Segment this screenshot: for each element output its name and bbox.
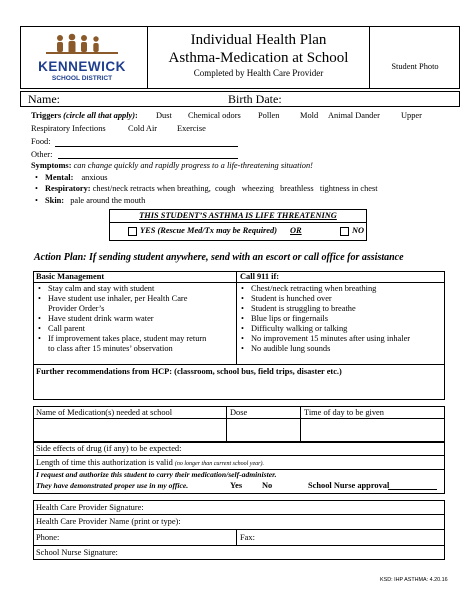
basic-item: • Have student drink warm water bbox=[38, 314, 154, 323]
symptoms-label: Symptoms bbox=[31, 161, 69, 170]
further-recommendations-label: Further recommendations from HCP: (classroom, school bus, field trips, disaster etc.) bbox=[36, 367, 342, 376]
basic-item: • Have student use inhaler, per Health Care bbox=[38, 294, 188, 303]
call-911-item: • Student is struggling to breathe bbox=[241, 304, 356, 313]
symptoms-line: Symptoms: can change quickly and rapidly progress to a life-threatening situation! bbox=[31, 161, 313, 170]
logo-sub: SCHOOL DISTRICT bbox=[51, 75, 113, 82]
call-911-header: Call 911 if: bbox=[240, 272, 280, 281]
symptom-skin: • Skin: pale around the mouth bbox=[35, 196, 146, 205]
length-label: Length of time this authorization is valid bbox=[36, 458, 173, 467]
basic-item: • If improvement takes place, student may return bbox=[38, 334, 207, 343]
title-line-1: Individual Health Plan bbox=[190, 32, 327, 48]
food-label: Food: bbox=[31, 137, 51, 146]
call-911-item: • Difficulty walking or talking bbox=[241, 324, 348, 333]
symptom-respiratory: • Respiratory: chest/neck retracts when breathing, cough wheezing breathless tightness in chest bbox=[35, 184, 378, 193]
request-line-1: I request and authorize this student to carry their medication/self-administer. bbox=[36, 470, 277, 479]
call-911-list bbox=[241, 284, 410, 354]
life-threatening-divider bbox=[109, 222, 367, 223]
no-label: NO bbox=[352, 226, 365, 235]
trigger-dust[interactable]: Dust bbox=[156, 111, 172, 120]
trigger-exercise[interactable]: Exercise bbox=[177, 124, 206, 133]
trigger-upper[interactable]: Upper bbox=[401, 111, 422, 120]
length-line bbox=[36, 458, 264, 469]
call-911-item: • Blue lips or fingernails bbox=[241, 314, 328, 323]
trigger-pollen[interactable]: Pollen bbox=[258, 111, 280, 120]
triggers-colon: : bbox=[135, 111, 138, 120]
medication-name-header: Name of Medication(s) needed at school bbox=[36, 408, 173, 417]
district-logo bbox=[32, 33, 132, 81]
title-subtitle: Completed by Health Care Provider bbox=[193, 68, 324, 78]
title-line-2: Asthma-Medication at School bbox=[168, 50, 349, 66]
symptoms-note: can change quickly and rapidly progress to a life-threatening situation! bbox=[73, 161, 313, 170]
request-line-2: They have demonstrated proper use in my office. bbox=[36, 481, 189, 490]
hcp-line-1 bbox=[33, 514, 445, 515]
basic-management-list bbox=[38, 284, 206, 354]
phone-fax-divider bbox=[236, 529, 237, 545]
symptom-mental-label: Mental: bbox=[45, 173, 74, 182]
yes-label: YES (Rescue Med/Tx may be Required) bbox=[140, 226, 278, 235]
symptom-mental-text: anxious bbox=[81, 173, 108, 182]
school-nurse-approval-field[interactable] bbox=[388, 489, 437, 490]
hcp-name-label[interactable]: Health Care Provider Name (print or type): bbox=[36, 517, 181, 526]
medication-time-header: Time of day to be given bbox=[304, 408, 384, 417]
med-col-divider-1 bbox=[226, 406, 227, 442]
basic-item: • Stay calm and stay with student bbox=[38, 284, 155, 293]
trigger-respiratory-infections[interactable]: Respiratory Infections bbox=[31, 124, 106, 133]
hcp-line-2 bbox=[33, 529, 445, 530]
call-911-item: • Student is hunched over bbox=[241, 294, 332, 303]
no-checkbox[interactable] bbox=[340, 227, 349, 236]
hcp-line-3 bbox=[33, 545, 445, 546]
management-header-line bbox=[33, 282, 445, 283]
life-threatening-title: THIS STUDENT’S ASTHMA IS LIFE THREATENING bbox=[139, 211, 337, 220]
call-911-item: • No audible lung sounds bbox=[241, 344, 331, 353]
med-header-line bbox=[33, 418, 445, 419]
med-col-divider-2 bbox=[300, 406, 301, 442]
triggers-label: Triggers bbox=[31, 111, 62, 120]
basic-item-cont: Provider Order’s bbox=[48, 304, 105, 313]
call-911-item: • No improvement 15 minutes after using inhaler bbox=[241, 334, 411, 343]
triggers-hint: (circle all that apply) bbox=[63, 111, 136, 120]
or-label: OR bbox=[290, 226, 302, 235]
basic-management-header: Basic Management bbox=[36, 272, 105, 281]
food-field[interactable] bbox=[55, 146, 238, 147]
footer-code: KSD: IHP ASTHMA: 4.20.16 bbox=[380, 577, 448, 583]
birth-date-label[interactable]: Birth Date: bbox=[228, 92, 282, 106]
trigger-animal-dander[interactable]: Animal Dander bbox=[328, 111, 380, 120]
school-nurse-signature-label[interactable]: School Nurse Signature: bbox=[36, 548, 118, 557]
side-effects-label: Side effects of drug (if any) to be expected: bbox=[36, 444, 182, 453]
logo-name: KENNEWICK bbox=[38, 59, 126, 74]
medication-dose-header: Dose bbox=[230, 408, 248, 417]
trigger-mold[interactable]: Mold bbox=[300, 111, 319, 120]
symptom-mental: • Mental: anxious bbox=[35, 173, 108, 182]
triggers-line bbox=[31, 111, 138, 121]
other-label: Other: bbox=[31, 150, 53, 159]
header-divider-right bbox=[369, 26, 370, 89]
hcp-signature-label[interactable]: Health Care Provider Signature: bbox=[36, 503, 144, 512]
request-yes[interactable]: Yes bbox=[230, 481, 243, 490]
phone-label[interactable]: Phone: bbox=[36, 533, 60, 542]
symptom-skin-text: pale around the mouth bbox=[70, 196, 146, 205]
length-note: (no longer than current school year). bbox=[174, 461, 264, 467]
call-911-item: • Chest/neck retracting when breathing bbox=[241, 284, 377, 293]
other-field[interactable] bbox=[58, 158, 238, 159]
student-photo-label: Student Photo bbox=[391, 62, 439, 71]
logo-people-icon bbox=[32, 33, 132, 55]
yes-checkbox[interactable] bbox=[128, 227, 137, 236]
management-divider bbox=[236, 271, 237, 365]
fax-label[interactable]: Fax: bbox=[240, 533, 255, 542]
action-plan: Action Plan: If sending student anywhere, send with an escort or call office for assistance bbox=[34, 252, 404, 263]
trigger-cold-air[interactable]: Cold Air bbox=[128, 124, 158, 133]
symptom-skin-label: Skin: bbox=[45, 196, 65, 205]
request-no[interactable]: No bbox=[262, 481, 273, 490]
trigger-chemical-odors[interactable]: Chemical odors bbox=[188, 111, 241, 120]
symptom-respiratory-text: chest/neck retracts when breathing, cough wheezing breathless tightness in chest bbox=[92, 184, 378, 193]
basic-item: • Call parent bbox=[38, 324, 85, 333]
school-nurse-approval-label: School Nurse approval bbox=[308, 481, 390, 490]
basic-item-cont: to class after 15 minutes’ observation bbox=[48, 344, 173, 353]
symptom-respiratory-label: Respiratory: bbox=[45, 184, 91, 193]
name-label[interactable]: Name: bbox=[28, 92, 60, 106]
